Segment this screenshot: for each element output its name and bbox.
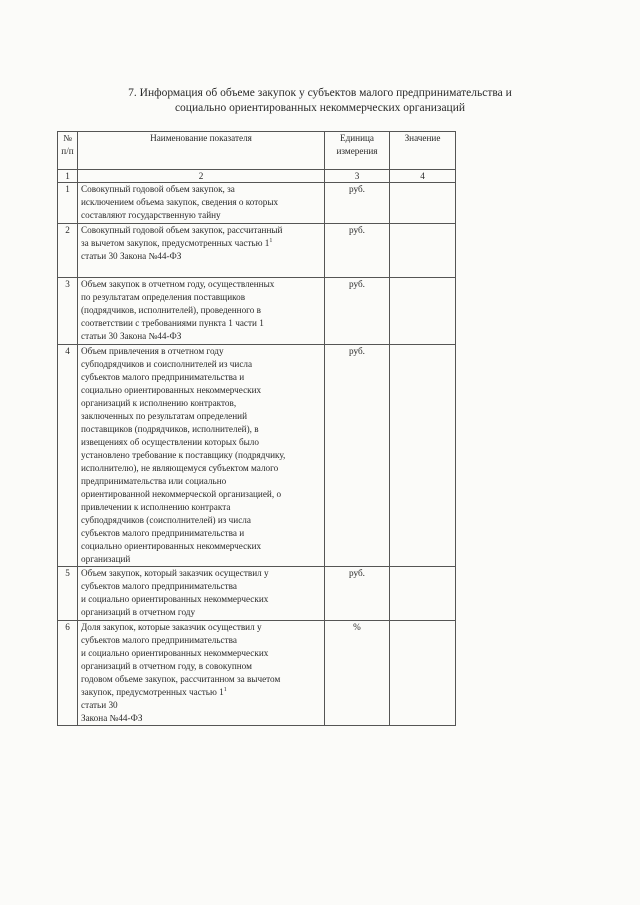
indicator-line: субподрядчиков (соисполнителей) из числа: [81, 515, 251, 525]
unit-cell: руб.: [325, 278, 390, 345]
indicator-line: закупок, предусмотренных частью $1^1$: [81, 686, 227, 697]
indicator-line: субъектов малого предпринимательства и: [81, 372, 245, 382]
indicator-line: статьи 30: [81, 700, 118, 710]
indicator-line: заключенных по результатам определений: [81, 411, 248, 421]
indicator-line: Объем привлечения в отчетном году: [81, 346, 224, 356]
row-number: 5: [58, 567, 78, 621]
row-number: 6: [58, 621, 78, 726]
indicator-line: исполнителю), не являющемуся субъектом малого: [81, 463, 279, 473]
document-title: [40, 86, 600, 116]
table-row: [58, 567, 456, 621]
header-num: № п/п: [58, 132, 78, 170]
column-number: 3: [325, 170, 390, 183]
footnote-mark: 1: [223, 686, 227, 693]
indicator-line: установлено требование к поставщику (подрядчику,: [81, 450, 286, 460]
table-row: [58, 278, 456, 345]
unit-cell: руб.: [325, 183, 390, 224]
row-number: 2: [58, 224, 78, 278]
indicator-line: статьи 30 Закона №44-ФЗ: [81, 331, 182, 341]
indicator-line: организаций в отчетном году: [81, 607, 196, 617]
unit-cell: руб.: [325, 224, 390, 278]
title-line-2: социально ориентированных некоммерческих организаций: [174, 102, 466, 114]
table-header-row: [58, 132, 456, 170]
indicator-line: привлечении к исполнению контракта: [81, 502, 231, 512]
indicator-line: социально ориентированных некоммерческих: [81, 541, 262, 551]
unit-cell: %: [325, 621, 390, 726]
indicator-line: субподрядчиков и соисполнителей из числа: [81, 359, 253, 369]
indicator-line: Закона №44-ФЗ: [81, 713, 143, 723]
indicator-name: [78, 224, 325, 278]
indicator-line: Совокупный годовой объем закупок, за: [81, 184, 235, 194]
indicator-line: субъектов малого предпринимательства: [81, 581, 237, 591]
row-number: 1: [58, 183, 78, 224]
table-row: [58, 224, 456, 278]
indicator-line: поставщиков (подрядчиков, исполнителей), в: [81, 424, 259, 434]
table-row: [58, 345, 456, 567]
row-number: 4: [58, 345, 78, 567]
indicator-line: извещениях об осуществлении которых было: [81, 437, 259, 447]
unit-cell: руб.: [325, 567, 390, 621]
indicator-line: Объем закупок в отчетном году, осуществленных: [81, 279, 275, 289]
indicator-name: [78, 345, 325, 567]
footnote-mark: 1: [269, 237, 273, 244]
table-row: [58, 183, 456, 224]
indicator-line: и социально ориентированных некоммерческих: [81, 648, 269, 658]
header-name: Наименование показателя: [78, 132, 325, 170]
column-number: 4: [390, 170, 456, 183]
indicator-line: ориентированной некоммерческой организацией, о: [81, 489, 282, 499]
indicator-name: [78, 621, 325, 726]
indicator-line: соответствии с требованиями пункта 1 части 1: [81, 318, 264, 328]
column-number: 2: [78, 170, 325, 183]
indicator-line: (подрядчиков, исполнителей), проведенного в: [81, 305, 261, 315]
column-number: 1: [58, 170, 78, 183]
indicator-line: по результатам определения поставщиков: [81, 292, 246, 302]
indicator-name: [78, 183, 325, 224]
row-number: 3: [58, 278, 78, 345]
header-unit: Единица измерения: [325, 132, 390, 170]
unit-cell: руб.: [325, 345, 390, 567]
indicator-line: составляют государственную тайну: [81, 210, 221, 220]
indicator-line: Доля закупок, которые заказчик осуществил у: [81, 622, 262, 632]
value-cell: [390, 278, 456, 345]
title-line-1: 7. Информация об объеме закупок у субъектов малого предпринимательства и: [128, 87, 512, 99]
value-cell: [390, 345, 456, 567]
indicator-line: Совокупный годовой объем закупок, рассчитанный: [81, 225, 283, 235]
indicator-line: Объем закупок, который заказчик осуществил у: [81, 568, 269, 578]
indicator-line: социально ориентированных некоммерческих: [81, 385, 262, 395]
procurement-table: [57, 131, 456, 726]
indicator-line: субъектов малого предпринимательства: [81, 635, 237, 645]
indicator-line: организаций к исполнению контрактов,: [81, 398, 237, 408]
value-cell: [390, 183, 456, 224]
indicator-line: организаций в отчетном году, в совокупном: [81, 661, 252, 671]
value-cell: [390, 567, 456, 621]
indicator-line: субъектов малого предпринимательства и: [81, 528, 245, 538]
column-number-row: [58, 170, 456, 183]
value-cell: [390, 224, 456, 278]
indicator-name: [78, 567, 325, 621]
indicator-line: предпринимательства или социально: [81, 476, 227, 486]
value-cell: [390, 621, 456, 726]
indicator-line: организаций: [81, 554, 131, 564]
header-value: Значение: [390, 132, 456, 170]
indicator-line: статьи 30 Закона №44-ФЗ: [81, 251, 182, 261]
indicator-line: и социально ориентированных некоммерческих: [81, 594, 269, 604]
table-row: [58, 621, 456, 726]
indicator-line: исключением объема закупок, сведения о которых: [81, 197, 279, 207]
indicator-name: [78, 278, 325, 345]
indicator-line: годовом объеме закупок, рассчитанном за вычетом: [81, 674, 281, 684]
indicator-line: за вычетом закупок, предусмотренных частью $1^1$: [81, 237, 273, 248]
